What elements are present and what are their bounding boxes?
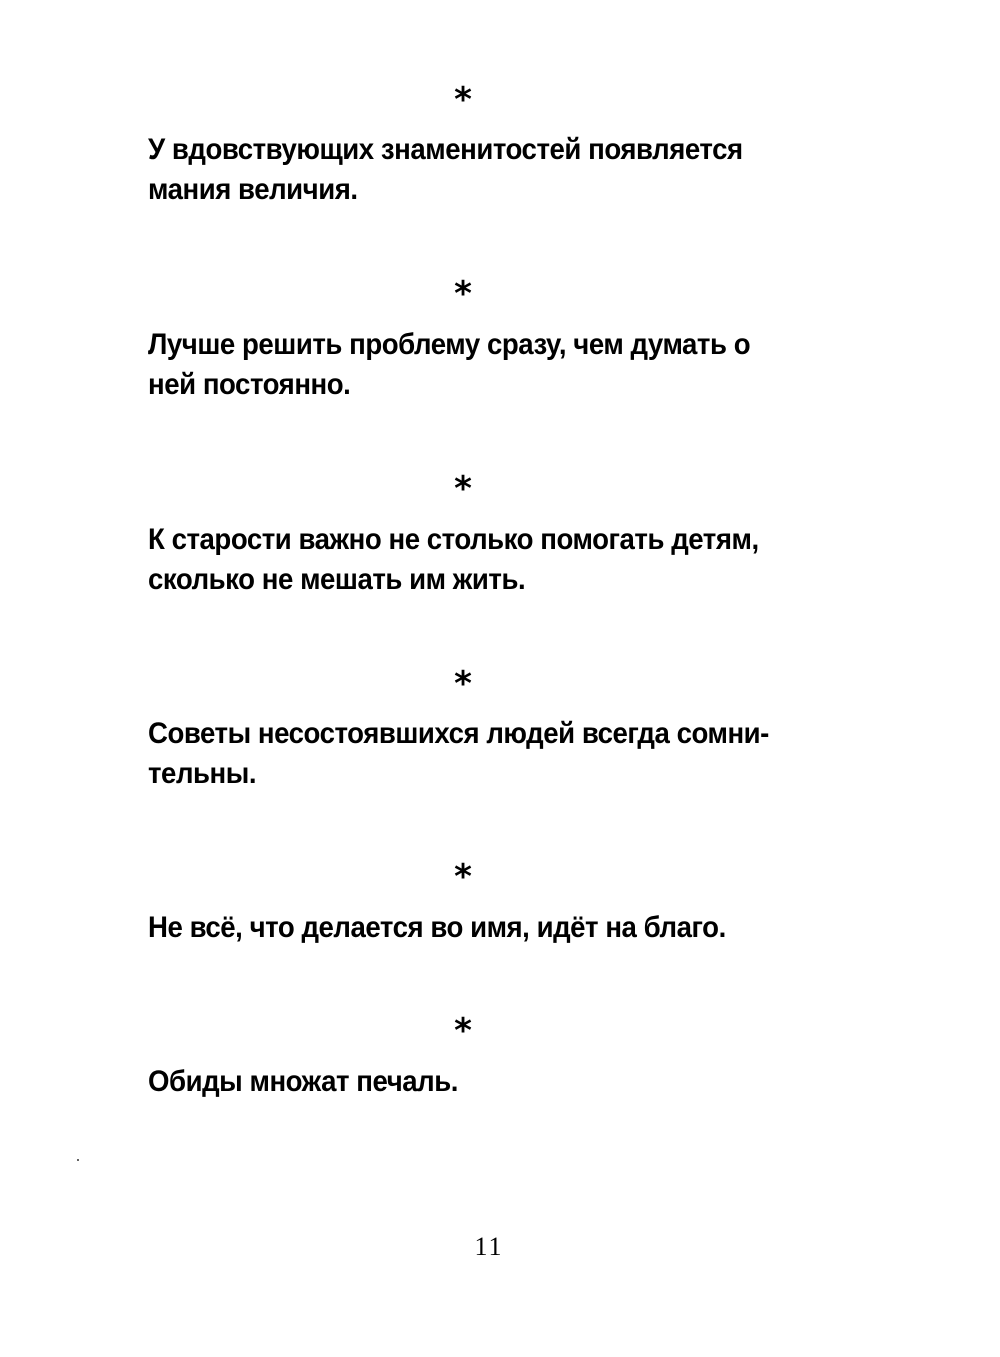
asterisk-separator: * bbox=[454, 664, 472, 704]
aphorism-line: Обиды множат печаль. bbox=[148, 1065, 458, 1098]
scan-speck bbox=[77, 1159, 79, 1161]
aphorism-line: Не всё, что делается во имя, идёт на благо. bbox=[148, 911, 726, 944]
asterisk-separator: * bbox=[454, 274, 472, 314]
aphorism-line: К старости важно не столько помогать детям, bbox=[148, 523, 759, 556]
aphorism bbox=[148, 520, 783, 600]
page-number: 11 bbox=[474, 1232, 504, 1261]
aphorism bbox=[148, 1062, 783, 1102]
aphorism-line: тельны. bbox=[148, 757, 257, 790]
aphorism bbox=[148, 908, 783, 948]
asterisk-separator: * bbox=[454, 1011, 472, 1051]
asterisk-separator: * bbox=[454, 80, 472, 120]
aphorism bbox=[148, 130, 783, 210]
aphorism bbox=[148, 714, 783, 794]
aphorism-line: мания величия. bbox=[148, 173, 358, 206]
aphorism-line: Советы несостоявшихся людей всегда сомни- bbox=[148, 717, 769, 750]
aphorism bbox=[148, 325, 783, 405]
aphorism-line: Лучше решить проблему сразу, чем думать о bbox=[148, 328, 751, 361]
asterisk-separator: * bbox=[454, 857, 472, 897]
aphorism-line: ней постоянно. bbox=[148, 368, 351, 401]
asterisk-separator: * bbox=[454, 469, 472, 509]
aphorism-line: сколько не мешать им жить. bbox=[148, 563, 526, 596]
aphorism-line: У вдовствующих знаменитостей появляется bbox=[148, 133, 743, 166]
